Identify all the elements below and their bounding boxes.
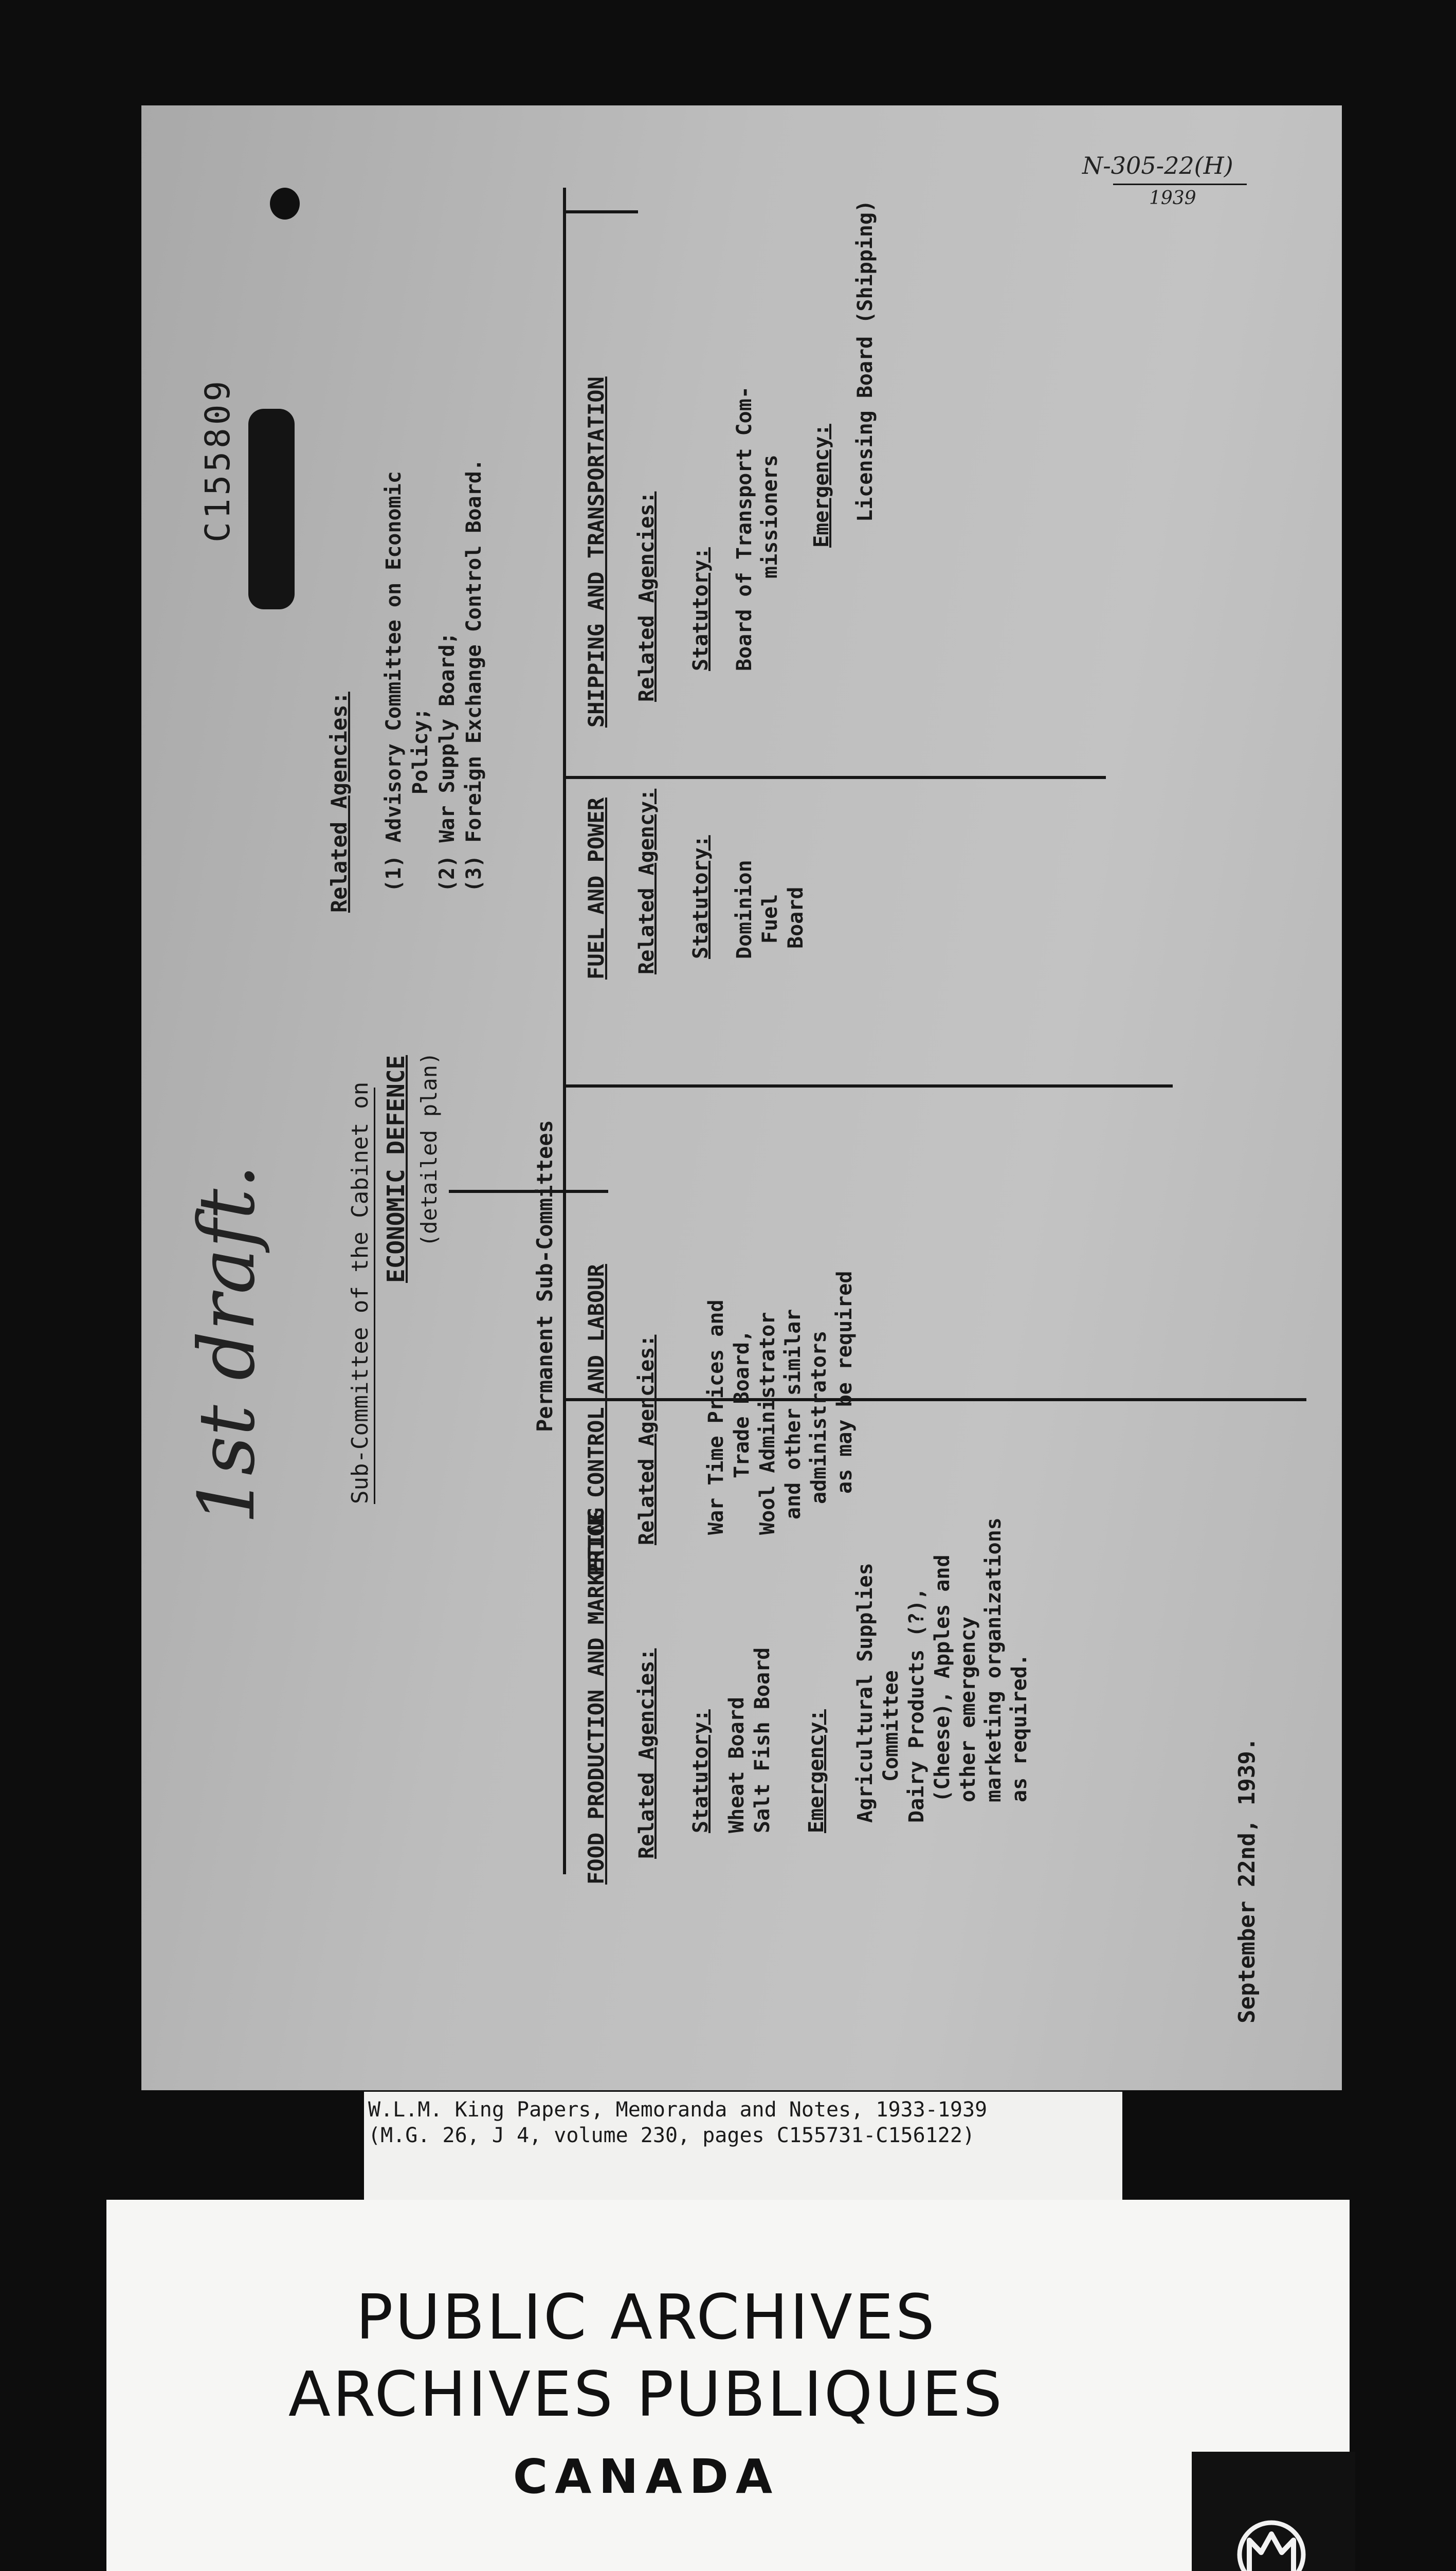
archives-logo-icon bbox=[1192, 2452, 1355, 2571]
price-item: Wool Administrator bbox=[756, 1312, 779, 1535]
archives-logo-block bbox=[1192, 2452, 1355, 2571]
price-item: War Time Prices and bbox=[704, 1299, 728, 1535]
file-reference-year: 1939 bbox=[1149, 188, 1196, 209]
title-line-2: ECONOMIC DEFENCE bbox=[382, 1055, 410, 1283]
handwritten-draft-note: 1st draft. bbox=[183, 1164, 272, 1525]
price-item: Trade Board, bbox=[730, 1330, 754, 1478]
fuel-statutory-label: Statutory: bbox=[689, 835, 713, 959]
top-related-item-3: (2) War Supply Board; bbox=[435, 632, 459, 892]
price-related: Related Agencies: bbox=[635, 1334, 659, 1545]
shipping-related: Related Agencies: bbox=[635, 491, 659, 702]
shipping-emergency-item: Licensing Board (Shipping) bbox=[853, 200, 877, 522]
shipping-statutory-item: Board of Transport Com- bbox=[733, 386, 756, 671]
price-item: as may be required bbox=[833, 1271, 857, 1494]
title-line-1: Sub-Committee of the Cabinet on bbox=[347, 1081, 373, 1504]
top-related-item-2: Policy; bbox=[409, 708, 432, 794]
food-heading: FOOD PRODUCTION AND MARKETING bbox=[584, 1507, 609, 1885]
permanent-label: Permanent Sub-Committees bbox=[532, 1120, 557, 1432]
fuel-heading: FUEL AND POWER bbox=[584, 797, 609, 980]
food-emergency-item: (Cheese), Apples and bbox=[931, 1554, 954, 1802]
title-connector bbox=[449, 1190, 608, 1193]
food-emergency-label: Emergency: bbox=[805, 1709, 828, 1833]
fuel-item: Dominion bbox=[733, 860, 756, 959]
branch-food bbox=[566, 1398, 1306, 1401]
food-emergency-item: other emergency bbox=[956, 1616, 980, 1802]
file-reference: N-305-22(H) bbox=[1082, 152, 1233, 179]
food-statutory-label: Statutory: bbox=[689, 1709, 713, 1833]
shipping-heading: SHIPPING AND TRANSPORTATION bbox=[584, 376, 609, 728]
price-item: administrators bbox=[807, 1330, 831, 1504]
food-emergency-item: Committee bbox=[879, 1670, 903, 1782]
shipping-statutory-label: Statutory: bbox=[689, 547, 713, 671]
price-item: and other similar bbox=[781, 1309, 805, 1519]
food-emergency-item: as required. bbox=[1008, 1654, 1031, 1802]
redacted-stamp bbox=[248, 409, 295, 609]
reference-line-1: W.L.M. King Papers, Memoranda and Notes, 1933-1939 bbox=[368, 2098, 988, 2122]
archives-line-1: PUBLIC ARCHIVES bbox=[356, 2282, 937, 2353]
fuel-related: Related Agency: bbox=[635, 788, 659, 974]
archives-line-3: CANADA bbox=[513, 2449, 780, 2504]
memo-rotated-content bbox=[141, 105, 1342, 2090]
memo-page bbox=[141, 105, 1342, 2090]
food-emergency-item: Agricultural Supplies bbox=[853, 1563, 877, 1823]
branch-fuel bbox=[566, 776, 1106, 779]
memo-date: September 22nd, 1939. bbox=[1234, 1737, 1260, 2023]
shipping-statutory-item: missioners bbox=[758, 455, 782, 578]
branch-shipping bbox=[566, 210, 638, 213]
archives-label-card bbox=[106, 2200, 1350, 2571]
top-related-heading: Related Agencies: bbox=[326, 692, 352, 913]
stamp-number: C155809 bbox=[198, 377, 238, 542]
fuel-item: Fuel bbox=[758, 894, 782, 944]
title-line-1-underline bbox=[374, 1088, 375, 1504]
org-spine bbox=[563, 188, 566, 1874]
fuel-item: Board bbox=[784, 886, 808, 949]
food-emergency-item: marketing organizations bbox=[982, 1517, 1006, 1802]
food-statutory-item: Wheat Board bbox=[725, 1697, 749, 1833]
reference-strip bbox=[364, 2092, 1122, 2200]
top-related-item-1: (1) Advisory Committee on Economic bbox=[382, 471, 406, 892]
food-emergency-item: Dairy Products (?), bbox=[905, 1587, 929, 1823]
food-statutory-item: Salt Fish Board bbox=[751, 1647, 774, 1833]
food-related: Related Agencies: bbox=[635, 1648, 659, 1859]
reference-line-2: (M.G. 26, J 4, volume 230, pages C155731-C156122) bbox=[368, 2124, 975, 2147]
price-heading: PRICE CONTROL AND LABOUR bbox=[584, 1264, 609, 1576]
shipping-emergency-label: Emergency: bbox=[810, 424, 833, 548]
archives-line-2: ARCHIVES PUBLIQUES bbox=[288, 2359, 1005, 2431]
branch-price bbox=[566, 1084, 1173, 1088]
top-related-item-4: (3) Foreign Exchange Control Board. bbox=[462, 459, 486, 892]
title-line-3: (detailed plan) bbox=[416, 1052, 442, 1247]
